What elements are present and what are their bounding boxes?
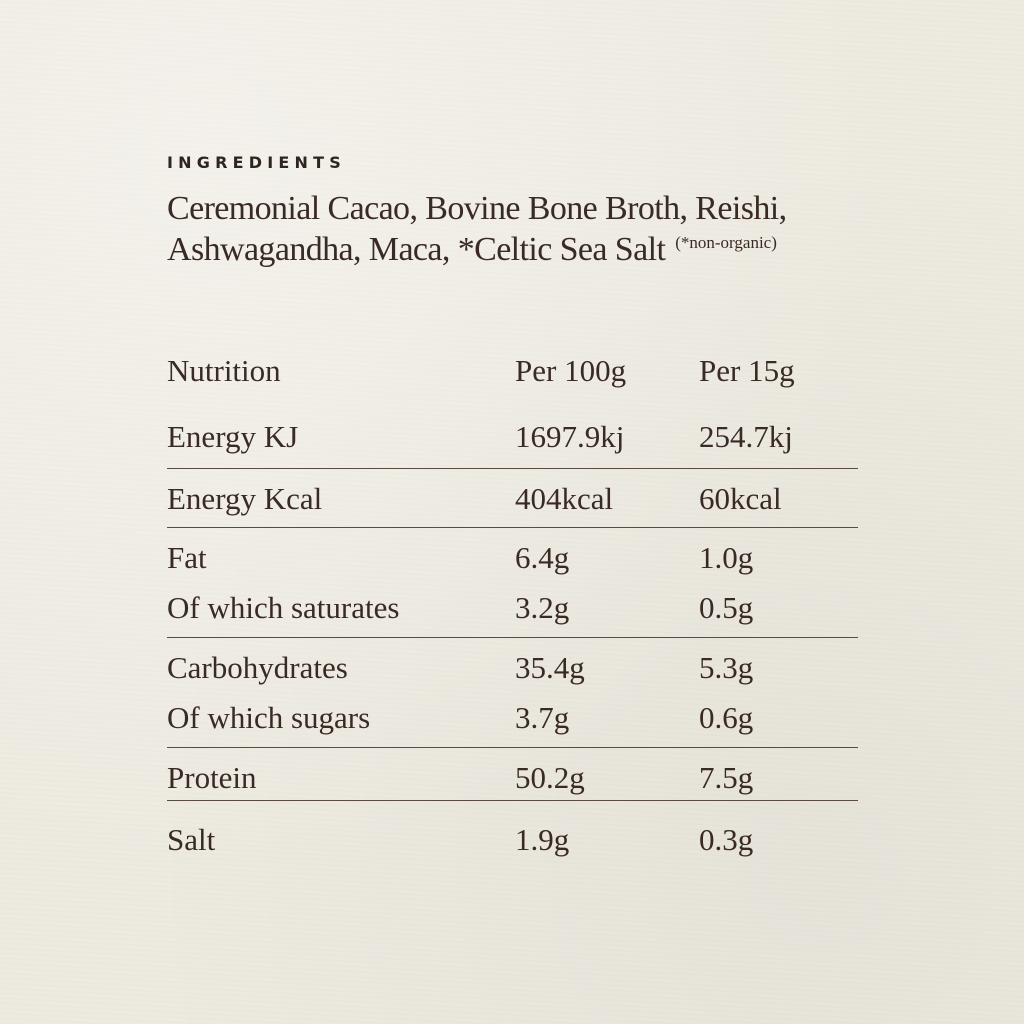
row-value-15g: 0.6g xyxy=(699,700,754,735)
row-value-15g: 60kcal xyxy=(699,481,782,516)
table-divider xyxy=(167,527,858,528)
row-value-100g: 50.2g xyxy=(515,760,585,795)
row-value-15g: 5.3g xyxy=(699,650,754,685)
row-label: Salt xyxy=(167,822,216,857)
table-row-energy-kcal xyxy=(167,474,858,524)
table-row-protein xyxy=(167,753,858,803)
table-row-saturates xyxy=(167,583,858,633)
row-value-15g: 0.3g xyxy=(699,822,754,857)
row-value-15g: 1.0g xyxy=(699,540,754,575)
table-divider xyxy=(167,747,858,748)
row-label: Carbohydrates xyxy=(167,650,348,685)
row-label: Fat xyxy=(167,540,207,575)
row-label: Energy KJ xyxy=(167,419,299,454)
table-row-fat xyxy=(167,533,858,583)
row-label: Of which sugars xyxy=(167,700,371,735)
table-row-energy-kj xyxy=(167,412,858,462)
row-value-100g: 404kcal xyxy=(515,481,614,516)
row-value-100g: 35.4g xyxy=(515,650,585,685)
row-label: Protein xyxy=(167,760,257,795)
row-value-100g: 3.7g xyxy=(515,700,570,735)
row-value-100g: 3.2g xyxy=(515,590,570,625)
header-per-15g: Per 15g xyxy=(699,353,795,388)
ingredients-list xyxy=(167,188,827,270)
ingredients-section xyxy=(167,150,867,270)
header-per-100g: Per 100g xyxy=(515,353,627,388)
table-divider xyxy=(167,468,858,469)
row-value-15g: 254.7kj xyxy=(699,419,793,454)
ingredients-note: (*non-organic) xyxy=(675,232,777,252)
table-row-carbohydrates xyxy=(167,643,858,693)
row-value-15g: 0.5g xyxy=(699,590,754,625)
nutrition-header-row xyxy=(167,346,858,396)
ingredients-text: Ceremonial Cacao, Bovine Bone Broth, Reishi, Ashwagandha, Maca, *Celtic Sea Salt xyxy=(167,190,787,268)
row-value-100g: 1.9g xyxy=(515,822,570,857)
row-label: Of which saturates xyxy=(167,590,400,625)
row-value-15g: 7.5g xyxy=(699,760,754,795)
row-value-100g: 6.4g xyxy=(515,540,570,575)
row-label: Energy Kcal xyxy=(167,481,323,516)
nutrition-table xyxy=(167,340,858,865)
table-row-sugars xyxy=(167,693,858,743)
table-divider xyxy=(167,637,858,638)
row-value-100g: 1697.9kj xyxy=(515,419,625,454)
ingredients-heading: INGREDIENTS xyxy=(167,153,346,172)
header-nutrition: Nutrition xyxy=(167,353,281,388)
table-row-salt xyxy=(167,815,858,865)
